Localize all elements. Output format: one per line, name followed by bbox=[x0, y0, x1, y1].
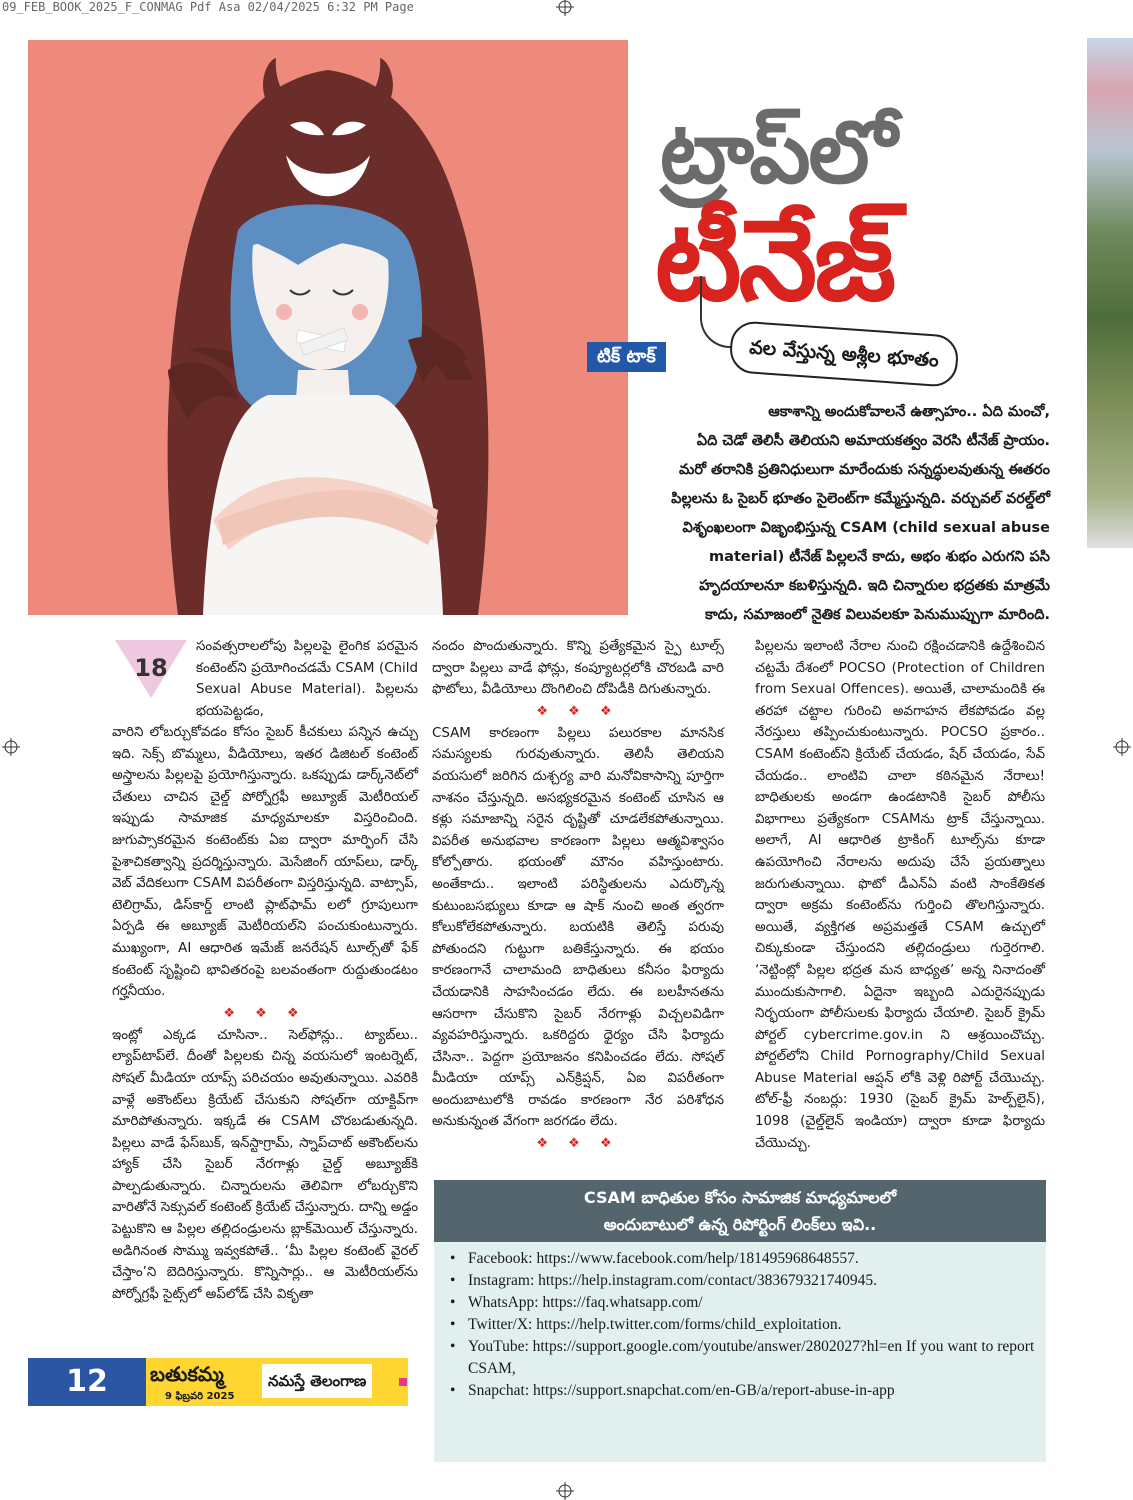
page-number: 12 bbox=[28, 1358, 146, 1406]
print-slug: 09_FEB_BOOK_2025_F_CONMAG Pdf Asa 02/04/2025 6:32 PM Page bbox=[2, 0, 414, 14]
separator: ❖ ❖ ❖ bbox=[536, 703, 620, 719]
box-heading bbox=[434, 1180, 1046, 1242]
paragraph: వారిని లోబర్చుకోవడం కోసం సైబర్ కీచకులు పన్నిన ఉచ్చు ఇది. సెక్స్ బొమ్మలు, వీడియోలు, ఇతర డిజిటల్ కంటెంట్ అస్త్రాలను పిల్లలపై ప్రయోగిస్తున్నారు. ఒకప్పుడు డార్క్‌నెట్‌లో చేతులు చాచిన చైల్డ్ పోర్నోగ్రఫీ అబ్యూజ్ మెటీరియల్ ఇప్పుడు సామాజిక మాధ్యమాలకూ విస్తరించింది. జుగుప్సాకరమైన కంటెంట్‌కు ఏఐ ద్వారా మార్ఫింగ్ చేసి పైశాచికత్వాన్ని ప్రదర్శిస్తున్నారు. మెసేజింగ్ యాప్‌లు, డార్క్ వెబ్ వేదికలుగా CSAM విపరీతంగా విస్తరిస్తున్నది. వాట్సాప్, టెలిగ్రామ్, డిస్‌కార్డ్ లాంటి ప్లాట్‌ఫామ్ లలో గ్రూపులుగా ఏర్పడి ఈ అబ్యూజ్ మెటీరియల్‌ని పంచుకుంటున్నారు. ముఖ్యంగా, AI ఆధారిత ఇమేజ్ జనరేషన్ టూల్స్‌తో ఫేక్ కంటెంట్ సృష్టించి భావితరంపై బలవంతంగా రుద్దుతుండటం గర్హనీయం. bbox=[112, 725, 418, 1000]
column1-lead bbox=[196, 636, 418, 722]
subtitle-badge: వల వేస్తున్న అశ్లీల భూతం bbox=[728, 320, 959, 388]
link-item-facebook[interactable]: • Facebook: https://www.facebook.com/help/181495968648557. bbox=[450, 1248, 1040, 1270]
column2-body bbox=[432, 636, 724, 1155]
registration-mark-icon bbox=[2, 738, 20, 756]
lead-text: సంవత్సరాలలోపు పిల్లలపై లైంగిక పరమైన కంటెంట్‌ని ప్రయోగించడమే CSAM (Child Sexual Abuse Material). పిల్లలను భయపెట్టడం, bbox=[196, 639, 418, 719]
link-item-instagram[interactable]: • Instagram: https://help.instagram.com/contact/383679321740945. bbox=[450, 1270, 1040, 1292]
registration-mark-icon bbox=[556, 1482, 574, 1500]
separator: ❖ ❖ ❖ bbox=[536, 1136, 620, 1152]
magazine-name: బతుకమ్మ bbox=[150, 1362, 224, 1386]
issue-date: 9 ఫిబ్రవరి 2025 bbox=[165, 1391, 235, 1402]
column1-body bbox=[112, 722, 418, 1305]
intro-line: material) టీనేజ్ పిల్లలనే కాదు, అభం శుభం ఎరుగని పసి bbox=[709, 549, 1050, 565]
link-item-twitter[interactable]: • Twitter/X: https://help.twitter.com/forms/child_exploitation. bbox=[450, 1314, 1040, 1336]
newspaper-name: నమస్తే తెలంగాణ bbox=[262, 1364, 372, 1398]
link-item-whatsapp[interactable]: • WhatsApp: https://faq.whatsapp.com/ bbox=[450, 1292, 1040, 1314]
headline-line1: ట్రాప్‌లో bbox=[660, 103, 895, 203]
intro-line: కాదు, సమాజంలో నైతిక విలువలకూ పెనుముప్పుగా మారింది. bbox=[705, 607, 1050, 623]
box-heading-line: CSAM బాధితుల కోసం సామాజిక మాధ్యమాలలో bbox=[583, 1188, 897, 1207]
drop-number: 18 bbox=[134, 654, 168, 682]
footer-accent bbox=[399, 1378, 407, 1386]
paragraph: పిల్లలను ఇలాంటి నేరాల నుంచి రక్షించడానికి ఉద్దేశించిన చట్టమే దేశంలో POCSO (Protection of Children from Sexual Offences). అయితే, చాలామందికి ఈ తరహా చట్టాల గురించి అవగాహన లేకపోవడం వల్ల నేరస్తులు తప్పించుకుంటున్నారు. POCSO ప్రకారం.. CSAM కంటెంట్‌ని క్రియేట్ చేయడం, షేర్ చేయడం, సేవ్ చేయడం.. లాంటివి చాలా కఠినమైన నేరాలు! బాధితులకు అండగా ఉండటానికి సైబర్ పోలీసు విభాగాలు ప్రత్యేకంగా CSAMను ట్రాక్ చేస్తున్నాయి. అలాగే, AI ఆధారిత ట్రాకింగ్ టూల్స్‌ను కూడా ఉపయోగించి నేరాలను అదుపు చేసే ప్రయత్నాలు జరుగుతున్నాయి. ఫొటో డీఎన్ఏ వంటి సాంకేతికత ద్వారా అక్రమ కంటెంట్‌ను గుర్తించి తొలగిస్తున్నారు. అయితే, వ్యక్తిగత అప్రమత్తతే CSAM ఉచ్చులో చిక్కుకుండా చేస్తుందని తల్లిదండ్రులు గుర్తెరగాలి. ‘నెట్టింట్లో పిల్లల భద్రత మన బాధ్యత’ అన్న నినాదంతో ముందుకుసాగాలి. ఏదైనా ఇబ్బంది ఎదురైనప్పుడు నిర్భయంగా పోలీసులకు ఫిర్యాదు చేయాలి. సైబర్ క్రైమ్ పోర్టల్ cybercrime.gov.in ని ఆశ్రయించొచ్చు. పోర్టల్‌లోని Child Pornography/Child Sexual Abuse Material ఆప్షన్ లోకి వెళ్లి రిపోర్ట్ చేయొచ్చు. టోల్-ఫ్రీ నంబర్లు: 1930 (సైబర్ క్రైమ్ హెల్ప్‌లైన్), 1098 (చైల్డ్‌లైన్ ఇండియా) ద్వారా కూడా ఫిర్యాదు చేయొచ్చు. bbox=[755, 639, 1045, 1151]
paragraph: నందం పొందుతున్నారు. కొన్ని ప్రత్యేకమైన స్పై టూల్స్ ద్వారా పిల్లలు వాడే ఫోన్లు, కంప్యూటర్లలోకి చొరబడి వారి ఫొటోలు, వీడియోలు దొంగిలించి దోపిడీకి దిగుతున్నారు. bbox=[432, 639, 724, 698]
intro-line: విశృంఖలంగా విజృంభిస్తున్న CSAM (child sexual abuse bbox=[682, 520, 1050, 536]
intro-line: హృదయాలనూ కబళిస్తున్నది. ఇది చిన్నారుల భద్రతకు మాత్రమే bbox=[699, 578, 1050, 594]
paragraph: ఇంట్లో ఎక్కడ చూసినా.. సెల్‌ఫోన్లు.. ట్యాబ్‌లు.. ల్యాప్‌టాప్‌లే. దీంతో పిల్లలకు చిన్న వయసులో ఇంటర్నెట్, సోషల్ మీడియా యాప్స్ పరిచయం అవుతున్నాయి. ఎవరికి వాళ్లే అకౌంట్‌లు క్రియేట్ చేసుకుని సోషల్‌గా యాక్టివ్‌గా మారిపోతున్నారు. ఇక్కడే ఈ CSAM చొరబడుతున్నది. పిల్లలు వాడే ఫేస్‌బుక్, ఇన్‌స్టాగ్రామ్, స్నాప్‌చాట్ అకౌంట్‌లను హ్యాక్ చేసి సైబర్ నేరగాళ్లు చైల్డ్ అబ్యూజ్‌కి పాల్పడుతున్నారు. చిన్నారులను తెలివిగా లోబర్చుకొని వారితోనే సెక్సువల్ కంటెంట్ క్రియేట్ చేస్తున్నారు. దాన్ని అడ్డం పెట్టుకొని ఆ పిల్లల తల్లిదండ్రులను బ్లాక్‌మెయిల్ చేస్తున్నారు. అడిగినంత సొమ్ము ఇవ్వకపోతే.. ‘మీ పిల్లల కంటెంట్ వైరల్ చేస్తాం’ని బెదిరిస్తున్నారు. కొన్నిసార్లు.. ఆ మెటీరియల్‌ను పోర్నోగ్రఫీ సైట్స్‌లో అప్‌లోడ్ చేసి వికృతా bbox=[112, 1027, 418, 1302]
intro-line: మరో తరానికి ప్రతినిధులుగా మారేందుకు సన్నద్ధులవుతున్న ఈతరం bbox=[678, 462, 1050, 478]
section-tag: టిక్ టాక్ bbox=[587, 342, 666, 372]
intro-line: ఆకాశాన్ని అందుకోవాలనే ఉత్సాహం.. ఏది మంచో, bbox=[768, 404, 1050, 420]
intro-paragraph bbox=[610, 398, 1050, 630]
hero-illustration bbox=[28, 40, 628, 615]
monster-girl-illustration bbox=[28, 40, 628, 615]
box-heading-line: అందుబాటులో ఉన్న రిపోర్టింగ్ లింక్‌లు ఇవి.. bbox=[603, 1215, 877, 1234]
registration-mark-icon bbox=[556, 0, 574, 16]
intro-line: పిల్లలను ఓ సైబర్ భూతం సైలెంట్‌గా కమ్మేస్తున్నది. వర్చువల్ వరల్డ్‌లో bbox=[671, 491, 1050, 507]
link-item-snapchat[interactable]: • Snapchat: https://support.snapchat.com/en-GB/a/report-abuse-in-app bbox=[450, 1380, 1040, 1402]
paragraph: CSAM కారణంగా పిల్లలు పలురకాల మానసిక సమస్యలకు గురవుతున్నారు. తెలిసీ తెలియని వయసులో జరిగిన దుశ్చర్య వారి మనోవికాసాన్ని పూర్తిగా నాశనం చేస్తున్నది. అసభ్యకరమైన కంటెంట్ చూసిన ఆ కళ్లు సమాజాన్ని సరైన దృష్టితో చూడలేకపోతున్నాయి. విపరీత అనుభవాల కారణంగా పిల్లలు ఆత్మవిశ్వాసం కోల్పోతారు. భయంతో మౌనం వహిస్తుంటారు. అంతేకాదు.. ఇలాంటి పరిస్థితులను ఎదుర్కొన్న కుటుంబసభ్యులు కూడా ఆ షాక్ నుంచి అంత త్వరగా కోలుకోలేకపోతున్నారు. బయటికి తెలిస్తే పరువు పోతుందని గుట్టుగా బతికేస్తున్నారు. ఈ భయం కారణంగానే చాలామంది బాధితులు కనీసం ఫిర్యాదు చేయడానికి సాహసించడం లేదు. ఈ బలహీనతను ఆసరాగా చేసుకొని సైబర్ నేరగాళ్లు విచ్చలవిడిగా వ్యవహరిస్తున్నారు. ఒకరిద్దరు ధైర్యం చేసి ఫిర్యాదు చేసినా.. పెద్దగా ప్రయోజనం కనిపించడం లేదు. సోషల్ మీడియా యాప్స్ ఎన్‌క్రిప్షన్, ఏఐ విపరీతంగా అందుబాటులోకి రావడం కారణంగా నేర పరిశోధన అనుకున్నంత వేగంగా జరగడం లేదు. bbox=[432, 725, 724, 1130]
headline-line2: టీనేజ్ bbox=[655, 196, 893, 326]
link-item-youtube[interactable]: • YouTube: https://support.google.com/youtube/answer/2802027?hl=en If you want to report CSAM, bbox=[450, 1336, 1040, 1380]
registration-mark-icon bbox=[1113, 738, 1131, 756]
column3-body bbox=[755, 636, 1045, 1154]
intro-line: ఏది చెడో తెలిసీ తెలియని అమాయకత్వం వెరసి టీనేజ్ ప్రాయం. bbox=[696, 433, 1050, 449]
separator: ❖ ❖ ❖ bbox=[223, 1005, 307, 1021]
fishing-hook-icon bbox=[700, 276, 734, 348]
adjacent-page-photo bbox=[1087, 38, 1133, 548]
reporting-links-list bbox=[450, 1248, 1040, 1402]
